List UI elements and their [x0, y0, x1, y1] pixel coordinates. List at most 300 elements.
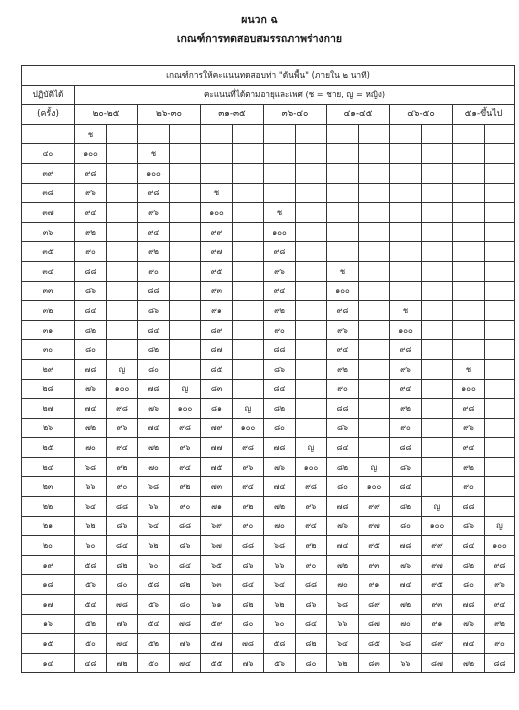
- male-score-cell: ๖๓: [201, 575, 233, 595]
- male-score-cell: ๘๘: [327, 399, 359, 419]
- male-score-cell: [453, 242, 485, 262]
- female-score-cell: [359, 261, 390, 281]
- male-score-cell: ๙๒: [390, 399, 422, 419]
- table-row: [22, 438, 515, 458]
- male-score-cell: [453, 203, 485, 223]
- male-score-cell: ๕๕: [201, 653, 233, 673]
- male-score-cell: ๗๖: [138, 399, 170, 419]
- male-score-cell: ๙๔: [390, 379, 422, 399]
- male-score-cell: ๙๐: [264, 320, 296, 340]
- male-score-cell: [390, 222, 422, 242]
- female-score-cell: [233, 359, 264, 379]
- count-label-line1: ปฏิบัติได้: [22, 85, 75, 105]
- female-score-cell: [233, 261, 264, 281]
- female-score-cell: [170, 320, 201, 340]
- male-score-cell: ๑๐๐: [75, 144, 107, 164]
- male-score-cell: ๘๐: [453, 575, 485, 595]
- male-score-cell: ช: [264, 203, 296, 223]
- male-score-cell: ๙๐: [390, 418, 422, 438]
- female-score-cell: [485, 163, 515, 183]
- male-score-cell: [201, 144, 233, 164]
- male-score-cell: ๙๖: [390, 359, 422, 379]
- male-score-cell: [390, 203, 422, 223]
- female-score-cell: [170, 144, 201, 164]
- female-score-cell: [170, 242, 201, 262]
- male-score-cell: ๖๖: [390, 653, 422, 673]
- female-score-cell: [422, 320, 453, 340]
- female-score-cell: [170, 340, 201, 360]
- male-score-cell: [390, 261, 422, 281]
- age-group-header: ๔๑-๔๕: [327, 105, 390, 125]
- male-score-cell: ๖๖: [264, 555, 296, 575]
- male-score-cell: ๙๘: [390, 340, 422, 360]
- female-score-cell: [485, 379, 515, 399]
- male-score-cell: ๙๔: [75, 203, 107, 223]
- count-cell: ๓๔: [22, 261, 75, 281]
- table-row: [22, 614, 515, 634]
- female-score-cell: ๙๘: [485, 555, 515, 575]
- female-score-cell: [422, 163, 453, 183]
- male-score-cell: ๗๗: [201, 438, 233, 458]
- female-score-cell: ๑๐๐: [296, 457, 327, 477]
- female-score-cell: ๗๔: [107, 634, 138, 654]
- female-score-cell: ๙๘: [233, 438, 264, 458]
- count-cell: ๓๘: [22, 183, 75, 203]
- age-group-header: ๒๐-๒๕: [75, 105, 138, 125]
- female-score-cell: ๑๐๐: [422, 516, 453, 536]
- female-score-cell: [296, 144, 327, 164]
- female-score-cell: [296, 203, 327, 223]
- female-score-cell: [422, 242, 453, 262]
- male-score-cell: ๑๐๐: [264, 222, 296, 242]
- female-score-cell: [233, 379, 264, 399]
- count-cell: ๓๖: [22, 222, 75, 242]
- male-score-cell: ๗๔: [453, 634, 485, 654]
- male-score-cell: ๘๘: [75, 261, 107, 281]
- male-score-cell: ๘๔: [264, 379, 296, 399]
- female-score-cell: ๗๖: [170, 634, 201, 654]
- count-cell: ๒๙: [22, 359, 75, 379]
- female-score-cell: ๙๒: [233, 497, 264, 517]
- male-score-cell: ๘๒: [390, 497, 422, 517]
- male-score-cell: ๘๔: [453, 536, 485, 556]
- female-score-cell: ๙๐: [485, 634, 515, 654]
- male-score-cell: ๗๖: [264, 457, 296, 477]
- male-score-cell: ๗๘: [390, 536, 422, 556]
- count-cell: ๑๔: [22, 653, 75, 673]
- female-score-cell: [422, 359, 453, 379]
- male-score-cell: ๗๒: [453, 653, 485, 673]
- male-score-cell: ๖๐: [138, 555, 170, 575]
- female-score-cell: [485, 457, 515, 477]
- male-score-cell: ๗๘: [75, 359, 107, 379]
- count-cell: ๓๑: [22, 320, 75, 340]
- male-score-cell: [264, 124, 296, 144]
- age-group-header: ๒๖-๓๐: [138, 105, 201, 125]
- male-score-cell: ๙๖: [75, 183, 107, 203]
- male-score-cell: ๕๔: [75, 595, 107, 615]
- female-score-cell: [359, 183, 390, 203]
- female-score-cell: [422, 301, 453, 321]
- female-score-cell: [359, 144, 390, 164]
- male-score-cell: ๖๖: [138, 497, 170, 517]
- female-score-cell: [296, 399, 327, 419]
- male-score-cell: ๘๗: [201, 340, 233, 360]
- female-score-cell: [485, 359, 515, 379]
- female-score-cell: [422, 477, 453, 497]
- male-score-cell: ๙๔: [138, 222, 170, 242]
- female-score-cell: ๘๒: [233, 595, 264, 615]
- male-score-cell: ๗๔: [327, 536, 359, 556]
- male-score-cell: ๖๑: [201, 595, 233, 615]
- female-score-cell: ๙๐: [233, 516, 264, 536]
- male-score-cell: [390, 124, 422, 144]
- male-score-cell: ๙๘: [327, 301, 359, 321]
- table-row: [22, 497, 515, 517]
- male-score-cell: ๘๔: [75, 301, 107, 321]
- male-score-cell: ๕๒: [75, 614, 107, 634]
- table-row: [22, 536, 515, 556]
- female-score-cell: ญ: [233, 399, 264, 419]
- female-score-cell: ๙๖: [170, 438, 201, 458]
- count-cell: ๓๐: [22, 340, 75, 360]
- female-score-cell: ๙๒: [485, 614, 515, 634]
- table-row: [22, 575, 515, 595]
- female-score-cell: [359, 320, 390, 340]
- female-score-cell: [170, 222, 201, 242]
- male-score-cell: ๙๒: [75, 222, 107, 242]
- count-cell: ๔๐: [22, 144, 75, 164]
- male-score-cell: ๖๒: [264, 595, 296, 615]
- female-score-cell: [485, 261, 515, 281]
- table-row: [22, 144, 515, 164]
- table-row: [22, 183, 515, 203]
- female-score-cell: ๘๔: [296, 614, 327, 634]
- male-score-cell: ๗๒: [138, 438, 170, 458]
- male-score-cell: ๖๒: [75, 516, 107, 536]
- male-score-cell: ๖๔: [327, 634, 359, 654]
- female-score-cell: ๙๐: [170, 497, 201, 517]
- female-score-cell: ๙๗: [359, 516, 390, 536]
- female-score-cell: [422, 144, 453, 164]
- male-score-cell: [264, 144, 296, 164]
- count-cell: ๒๕: [22, 438, 75, 458]
- male-score-cell: ช: [75, 124, 107, 144]
- table-row: [22, 457, 515, 477]
- male-score-cell: ช: [138, 144, 170, 164]
- female-score-cell: [296, 320, 327, 340]
- female-score-cell: [359, 359, 390, 379]
- count-cell: ๒๔: [22, 457, 75, 477]
- male-score-cell: ๑๐๐: [453, 379, 485, 399]
- female-score-cell: ๙๔: [233, 477, 264, 497]
- count-cell: ๒๗: [22, 399, 75, 419]
- table-row: [22, 261, 515, 281]
- male-score-cell: [453, 301, 485, 321]
- female-score-cell: ๘๘: [233, 536, 264, 556]
- male-score-cell: ๘๒: [264, 399, 296, 419]
- male-score-cell: ๖๒: [327, 653, 359, 673]
- male-score-cell: [390, 281, 422, 301]
- female-score-cell: ๙๖: [296, 497, 327, 517]
- female-score-cell: [296, 222, 327, 242]
- female-score-cell: ๙๒: [170, 477, 201, 497]
- female-score-cell: [359, 163, 390, 183]
- female-score-cell: ๘๐: [107, 575, 138, 595]
- male-score-cell: ๙๒: [453, 457, 485, 477]
- female-score-cell: [485, 477, 515, 497]
- male-score-cell: ช: [453, 359, 485, 379]
- female-score-cell: ๘๖: [170, 536, 201, 556]
- female-score-cell: [170, 203, 201, 223]
- male-score-cell: [327, 183, 359, 203]
- male-score-cell: ๘๒: [138, 340, 170, 360]
- female-score-cell: [296, 163, 327, 183]
- female-score-cell: [485, 301, 515, 321]
- male-score-cell: ๘๐: [264, 418, 296, 438]
- male-score-cell: ๗๘: [264, 438, 296, 458]
- female-score-cell: [107, 320, 138, 340]
- female-score-cell: [233, 183, 264, 203]
- male-score-cell: ๗๖: [390, 555, 422, 575]
- female-score-cell: [359, 340, 390, 360]
- male-score-cell: [327, 242, 359, 262]
- female-score-cell: [422, 399, 453, 419]
- female-score-cell: [107, 163, 138, 183]
- male-score-cell: ๙๘: [264, 242, 296, 262]
- male-score-cell: ๕๘: [75, 555, 107, 575]
- male-score-cell: ๙๙: [201, 222, 233, 242]
- female-score-cell: ๙๓: [422, 595, 453, 615]
- male-score-cell: [453, 340, 485, 360]
- male-score-cell: [390, 242, 422, 262]
- female-score-cell: [170, 359, 201, 379]
- male-score-cell: ๕๖: [75, 575, 107, 595]
- male-score-cell: [453, 261, 485, 281]
- female-score-cell: ๘๒: [107, 555, 138, 575]
- female-score-cell: [233, 203, 264, 223]
- male-score-cell: ๘๐: [327, 477, 359, 497]
- female-score-cell: ๙๐: [107, 477, 138, 497]
- female-score-cell: [296, 340, 327, 360]
- female-score-cell: [107, 242, 138, 262]
- male-score-cell: ๙๖: [138, 203, 170, 223]
- male-score-cell: ๙๓: [201, 281, 233, 301]
- male-score-cell: ๑๐๐: [390, 320, 422, 340]
- female-score-cell: [233, 163, 264, 183]
- count-cell: ๒๒: [22, 497, 75, 517]
- female-score-cell: ญ: [170, 379, 201, 399]
- male-score-cell: ๑๐๐: [327, 281, 359, 301]
- female-score-cell: ๙๕: [422, 575, 453, 595]
- female-score-cell: [422, 379, 453, 399]
- male-score-cell: ๗๔: [138, 418, 170, 438]
- male-score-cell: ๙๐: [453, 477, 485, 497]
- female-score-cell: [485, 144, 515, 164]
- table-row: [22, 477, 515, 497]
- female-score-cell: [233, 301, 264, 321]
- female-score-cell: ๑๐๐: [359, 477, 390, 497]
- female-score-cell: ๘๔: [107, 536, 138, 556]
- female-score-cell: [359, 399, 390, 419]
- male-score-cell: ๗๑: [201, 497, 233, 517]
- male-score-cell: ๘๔: [138, 320, 170, 340]
- male-score-cell: [453, 281, 485, 301]
- female-score-cell: [296, 242, 327, 262]
- female-score-cell: ๘๙: [422, 634, 453, 654]
- male-score-cell: ๙๒: [264, 301, 296, 321]
- male-score-cell: ๘๘: [138, 281, 170, 301]
- female-score-cell: ๙๒: [296, 536, 327, 556]
- female-score-cell: ๘๐: [233, 614, 264, 634]
- female-score-cell: [296, 359, 327, 379]
- male-score-cell: ๘๘: [264, 340, 296, 360]
- female-score-cell: [359, 281, 390, 301]
- female-score-cell: [170, 183, 201, 203]
- table-row: [22, 163, 515, 183]
- female-score-cell: [233, 124, 264, 144]
- female-score-cell: ๙๙: [422, 536, 453, 556]
- female-score-cell: [485, 438, 515, 458]
- female-score-cell: [107, 124, 138, 144]
- male-score-cell: ๘๔: [390, 477, 422, 497]
- female-score-cell: ๑๐๐: [233, 418, 264, 438]
- female-score-cell: ๙๙: [359, 497, 390, 517]
- male-score-cell: ๗๘: [327, 497, 359, 517]
- female-score-cell: [422, 281, 453, 301]
- male-score-cell: [453, 124, 485, 144]
- female-score-cell: [485, 242, 515, 262]
- male-score-cell: ๙๘: [138, 183, 170, 203]
- male-score-cell: ๘๐: [75, 340, 107, 360]
- male-score-cell: ๘๓: [201, 379, 233, 399]
- male-score-cell: [390, 163, 422, 183]
- count-cell: [22, 124, 75, 144]
- male-score-cell: [327, 163, 359, 183]
- male-score-cell: [327, 124, 359, 144]
- table-row: [22, 418, 515, 438]
- female-score-cell: ๑๐๐: [485, 536, 515, 556]
- female-score-cell: ๘๘: [485, 653, 515, 673]
- male-score-cell: ๘๖: [75, 281, 107, 301]
- female-score-cell: [422, 222, 453, 242]
- male-score-cell: ๗๕: [201, 457, 233, 477]
- male-score-cell: ๙๐: [327, 379, 359, 399]
- count-cell: ๒๖: [22, 418, 75, 438]
- female-score-cell: [107, 340, 138, 360]
- female-score-cell: ๗๒: [107, 653, 138, 673]
- table-row: [22, 124, 515, 144]
- female-score-cell: [170, 124, 201, 144]
- female-score-cell: ๘๘: [296, 575, 327, 595]
- male-score-cell: ๕๗: [201, 634, 233, 654]
- male-score-cell: ๗๐: [138, 457, 170, 477]
- female-score-cell: [107, 183, 138, 203]
- male-score-cell: [453, 144, 485, 164]
- female-score-cell: ๑๐๐: [170, 399, 201, 419]
- male-score-cell: ๗๘: [453, 595, 485, 615]
- female-score-cell: [359, 418, 390, 438]
- male-score-cell: ๕๖: [138, 595, 170, 615]
- female-score-cell: ๙๔: [107, 438, 138, 458]
- male-score-cell: ๙๐: [75, 242, 107, 262]
- male-score-cell: ๖๙: [201, 516, 233, 536]
- female-score-cell: [485, 340, 515, 360]
- male-score-cell: ๕๘: [138, 575, 170, 595]
- female-score-cell: [359, 124, 390, 144]
- female-score-cell: ๗๘: [107, 595, 138, 615]
- male-score-cell: ๗๒: [327, 555, 359, 575]
- female-score-cell: ๘๖: [233, 555, 264, 575]
- male-score-cell: ๙๘: [75, 163, 107, 183]
- female-score-cell: ๙๘: [170, 418, 201, 438]
- count-cell: ๑๘: [22, 575, 75, 595]
- female-score-cell: [422, 418, 453, 438]
- female-score-cell: ญ: [485, 516, 515, 536]
- male-score-cell: ๖๒: [138, 536, 170, 556]
- male-score-cell: ๖๘: [75, 457, 107, 477]
- female-score-cell: ๙๐: [296, 555, 327, 575]
- female-score-cell: [296, 124, 327, 144]
- table-row: [22, 399, 515, 419]
- male-score-cell: [453, 163, 485, 183]
- male-score-cell: ๕๐: [75, 634, 107, 654]
- male-score-cell: ๗๘: [138, 379, 170, 399]
- male-score-cell: ๗๖: [453, 614, 485, 634]
- table-row: [22, 242, 515, 262]
- female-score-cell: [233, 242, 264, 262]
- male-score-cell: ๗๒: [75, 418, 107, 438]
- female-score-cell: [107, 144, 138, 164]
- male-score-cell: ๘๖: [453, 516, 485, 536]
- male-score-cell: [201, 163, 233, 183]
- male-score-cell: ๙๖: [264, 261, 296, 281]
- male-score-cell: ๕๙: [201, 614, 233, 634]
- male-score-cell: ๗๔: [75, 399, 107, 419]
- female-score-cell: [296, 261, 327, 281]
- male-score-cell: ๗๖: [75, 379, 107, 399]
- female-score-cell: [422, 340, 453, 360]
- male-score-cell: ๕๒: [138, 634, 170, 654]
- male-score-cell: ๘๘: [453, 497, 485, 517]
- document-subtitle: เกณฑ์การทดสอบสมรรถภาพร่างกาย: [176, 33, 343, 45]
- female-score-cell: ๘๓: [359, 653, 390, 673]
- table-row: [22, 359, 515, 379]
- male-score-cell: [138, 124, 170, 144]
- female-score-cell: [233, 340, 264, 360]
- female-score-cell: ๘๗: [422, 653, 453, 673]
- male-score-cell: ๖๘: [138, 477, 170, 497]
- male-score-cell: ๙๒: [138, 242, 170, 262]
- table-row: [22, 595, 515, 615]
- female-score-cell: ๘๒: [170, 575, 201, 595]
- age-group-header: ๔๖-๕๐: [390, 105, 453, 125]
- female-score-cell: [107, 203, 138, 223]
- male-score-cell: ช: [327, 261, 359, 281]
- female-score-cell: ๙๘: [107, 399, 138, 419]
- male-score-cell: ๗๐: [327, 575, 359, 595]
- count-cell: ๓๕: [22, 242, 75, 262]
- female-score-cell: ๙๖: [107, 418, 138, 438]
- female-score-cell: ๗๖: [107, 614, 138, 634]
- count-cell: ๑๗: [22, 595, 75, 615]
- female-score-cell: ๙๒: [107, 457, 138, 477]
- female-score-cell: ๘๔: [233, 575, 264, 595]
- female-score-cell: [170, 261, 201, 281]
- female-score-cell: ๘๔: [170, 555, 201, 575]
- age-group-header: ๓๖-๔๐: [264, 105, 327, 125]
- table-row: [22, 516, 515, 536]
